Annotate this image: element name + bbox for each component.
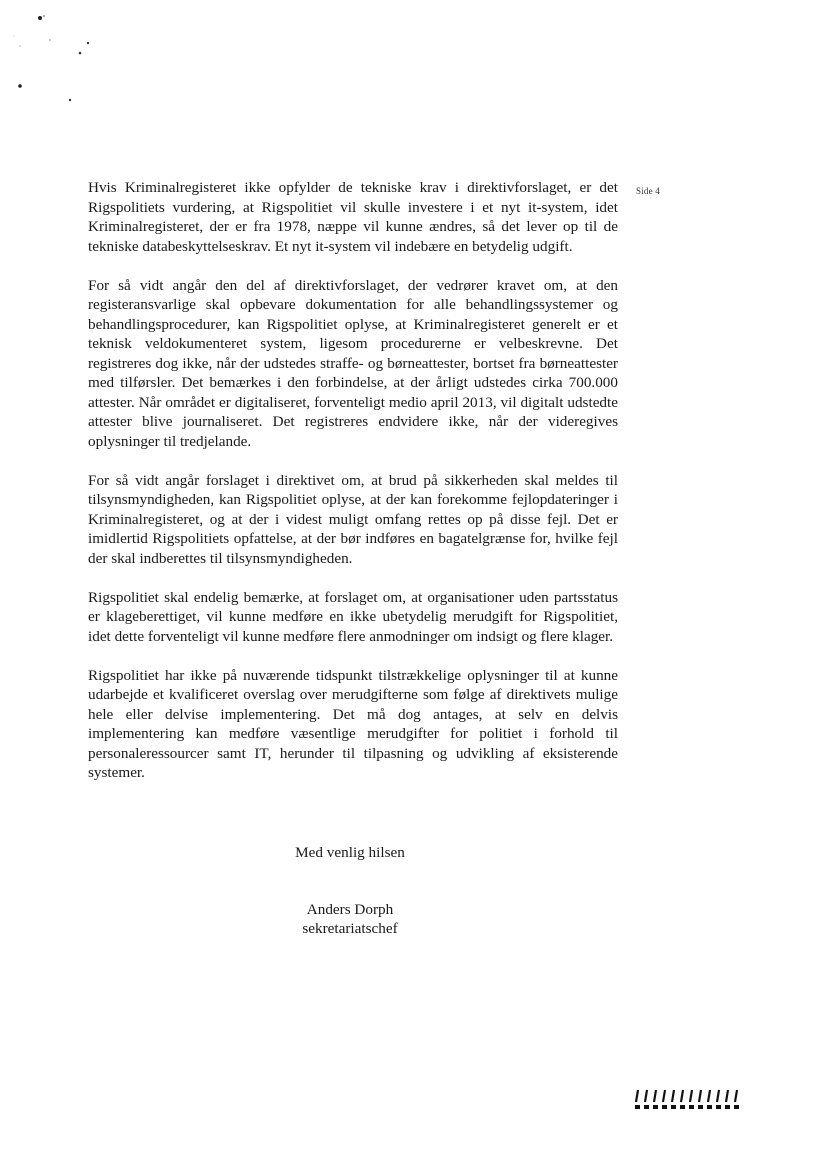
document-barcode-icon: [634, 1088, 740, 1112]
paragraph-3: For så vidt angår forslaget i direktivet om, at brud på sikkerheden skal meldes til tilsynsmyndigheden, kan Rigspolitiet oplyse, at der kan forekomme fejlopdateringer i Kriminalregisteret, og at der i videst muligt omfang rettes op på disse fejl. Det er imidlertid Rigspolitiets opfattelse, at der bør indføres en bagatelgrænse for, hvilke fejl der skal indberettes til tilsynsmyndigheden.: [88, 471, 618, 567]
letter-body: [88, 178, 618, 802]
paragraph-2: For så vidt angår den del af direktivforslaget, der vedrører kravet om, at den registeransvarlige skal opbevare dokumentation for alle behandlingssystemer og behandlingsprocedurer, kan Rigspolitiet oplyse, at Kriminalregisteret generelt er et teknisk veldokumenteret system, ligesom procedurerne er velbeskrevne. Det registreres dog ikke, når der udstedes straffe- og børneattester, bortset fra børneattester med tilførsler. Det bemærkes i den forbindelse, at der årligt udstedes cirka 700.000 attester. Når området er digitaliseret, forventeligt medio april 2013, vil digitalt udstedte attester blive journaliseret. Det registreres endvidere ikke, når der videregives oplysninger til tredjelande.: [88, 276, 618, 450]
signatory-title: sekretariatschef: [302, 920, 398, 937]
scan-specks-icon: [0, 0, 120, 120]
paragraph-1: Hvis Kriminalregisteret ikke opfylder de tekniske krav i direktivforslaget, er det Rigspolitiets vurdering, at Rigspolitiet vil skulle investere i et nyt it-system, idet Kriminalregisteret, der er fra 1978, næppe vil kunne ændres, så det lever op til de tekniske databeskyttelseskrav. Et nyt it-system vil indebære en betydelig udgift.: [88, 179, 618, 255]
paragraph-5: Rigspolitiet har ikke på nuværende tidspunkt tilstrækkelige oplysninger til at kunne udarbejde et kvalificeret overslag over merudgifterne som følge af direktivets mulige hele eller delvise implementering. Det må dog antages, at selv en delvis implementering kan medføre væsentlige merudgifter for politiet i forhold til personaleressourcer samt IT, herunder til tilpasning og udvikling af eksisterende systemer.: [88, 666, 618, 781]
paragraph-4: Rigspolitiet skal endelig bemærke, at forslaget om, at organisationer uden partsstatus er klageberettiget, vil kunne medføre en ikke ubetydelig merudgift for Rigspolitiet, idet dette forventeligt vil kunne medføre flere anmodninger om indsigt og flere klager.: [88, 588, 618, 645]
closing-greeting: Med venlig hilsen: [295, 844, 405, 861]
signatory-name: Anders Dorph: [306, 901, 394, 918]
page-number: Side 4: [636, 186, 660, 196]
